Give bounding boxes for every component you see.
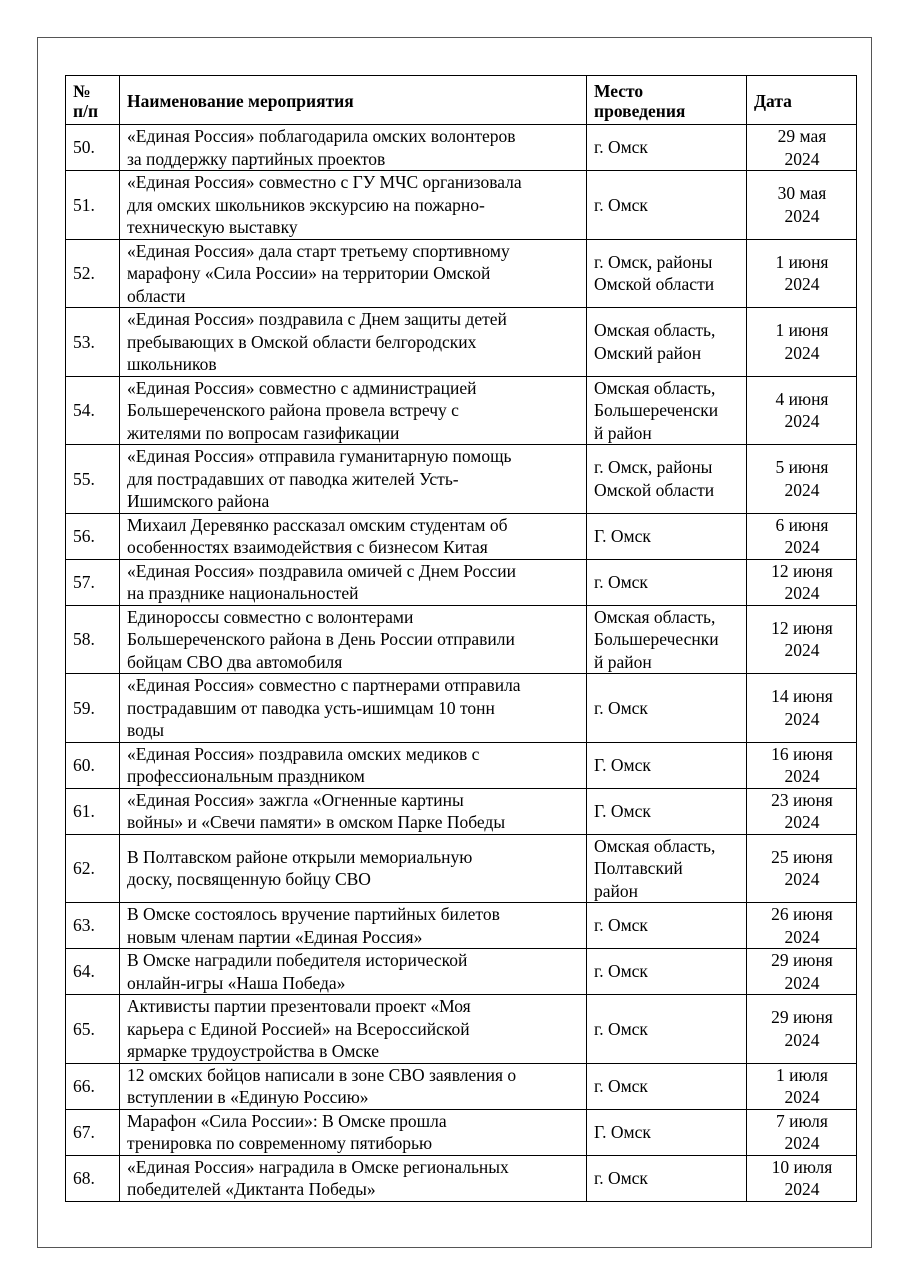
event-place: г. Омск (587, 903, 747, 949)
table-row (66, 239, 857, 308)
table-row (66, 125, 857, 171)
event-date: 1 июня 2024 (747, 239, 857, 308)
table-row (66, 1109, 857, 1155)
event-name: 12 омских бойцов написали в зоне СВО заявления о вступлении в «Единую Россию» (120, 1063, 587, 1109)
table-row (66, 788, 857, 834)
event-name: «Единая Россия» отправила гуманитарную помощь для пострадавших от паводка жителей Усть- Ишимского района (120, 445, 587, 514)
event-place: г. Омск (587, 674, 747, 743)
table-row (66, 605, 857, 674)
row-number: 56. (66, 513, 120, 559)
event-date: 7 июля 2024 (747, 1109, 857, 1155)
row-number: 65. (66, 995, 120, 1064)
event-place: Омская область, Полтавский район (587, 834, 747, 903)
event-place: г. Омск, районы Омской области (587, 239, 747, 308)
event-date: 26 июня 2024 (747, 903, 857, 949)
header-date: Дата (747, 76, 857, 125)
table-row (66, 445, 857, 514)
event-date: 30 мая 2024 (747, 171, 857, 240)
event-name: «Единая Россия» поблагодарила омских волонтеров за поддержку партийных проектов (120, 125, 587, 171)
event-name: В Омске наградили победителя исторической онлайн-игры «Наша Победа» (120, 949, 587, 995)
row-number: 53. (66, 308, 120, 377)
header-name: Наименование мероприятия (120, 76, 587, 125)
event-name: Марафон «Сила России»: В Омске прошла тренировка по современному пятиборью (120, 1109, 587, 1155)
row-number: 60. (66, 742, 120, 788)
event-name: «Единая Россия» совместно с партнерами отправила пострадавшим от паводка усть-ишимцам 10 тонн воды (120, 674, 587, 743)
table-header-row (66, 76, 857, 125)
event-place: г. Омск (587, 171, 747, 240)
event-date: 12 июня 2024 (747, 559, 857, 605)
event-place: г. Омск (587, 559, 747, 605)
event-place: г. Омск, районы Омской области (587, 445, 747, 514)
event-date: 1 июля 2024 (747, 1063, 857, 1109)
event-name: «Единая Россия» поздравила омских медиков с профессиональным праздником (120, 742, 587, 788)
event-place: Г. Омск (587, 788, 747, 834)
event-name: «Единая Россия» совместно с ГУ МЧС организовала для омских школьников экскурсию на пожарно- техническую выставку (120, 171, 587, 240)
event-place: г. Омск (587, 949, 747, 995)
event-date: 29 мая 2024 (747, 125, 857, 171)
header-num: № п/п (66, 76, 120, 125)
row-number: 61. (66, 788, 120, 834)
event-date: 14 июня 2024 (747, 674, 857, 743)
event-name: Единороссы совместно с волонтерами Большереченского района в День России отправили бойцам СВО два автомобиля (120, 605, 587, 674)
event-name: «Единая Россия» поздравила омичей с Днем России на празднике национальностей (120, 559, 587, 605)
event-date: 23 июня 2024 (747, 788, 857, 834)
table-row (66, 903, 857, 949)
event-place: Г. Омск (587, 742, 747, 788)
table-row (66, 995, 857, 1064)
event-place: г. Омск (587, 125, 747, 171)
event-name: «Единая Россия» зажгла «Огненные картины войны» и «Свечи памяти» в омском Парке Победы (120, 788, 587, 834)
event-date: 10 июля 2024 (747, 1155, 857, 1201)
table-row (66, 559, 857, 605)
event-place: Омская область, Омский район (587, 308, 747, 377)
row-number: 58. (66, 605, 120, 674)
table-row (66, 308, 857, 377)
event-name: В Полтавском районе открыли мемориальную доску, посвященную бойцу СВО (120, 834, 587, 903)
table-row (66, 834, 857, 903)
event-date: 25 июня 2024 (747, 834, 857, 903)
event-place: Г. Омск (587, 1109, 747, 1155)
event-date: 12 июня 2024 (747, 605, 857, 674)
row-number: 50. (66, 125, 120, 171)
row-number: 52. (66, 239, 120, 308)
event-name: «Единая Россия» дала старт третьему спортивному марафону «Сила России» на территории Омской области (120, 239, 587, 308)
event-name: «Единая Россия» поздравила с Днем защиты детей пребывающих в Омской области белгородских школьников (120, 308, 587, 377)
row-number: 67. (66, 1109, 120, 1155)
table-row (66, 1155, 857, 1201)
event-date: 6 июня 2024 (747, 513, 857, 559)
row-number: 51. (66, 171, 120, 240)
event-date: 29 июня 2024 (747, 995, 857, 1064)
table-row (66, 674, 857, 743)
table-row (66, 949, 857, 995)
event-name: Михаил Деревянко рассказал омским студентам об особенностях взаимодействия с бизнесом Китая (120, 513, 587, 559)
table-row (66, 376, 857, 445)
event-place: Г. Омск (587, 513, 747, 559)
row-number: 62. (66, 834, 120, 903)
table-row (66, 1063, 857, 1109)
event-place: г. Омск (587, 1063, 747, 1109)
row-number: 64. (66, 949, 120, 995)
row-number: 57. (66, 559, 120, 605)
event-date: 29 июня 2024 (747, 949, 857, 995)
event-name: «Единая Россия» совместно с администрацией Большереченского района провела встречу с жителями по вопросам газификации (120, 376, 587, 445)
row-number: 68. (66, 1155, 120, 1201)
event-place: г. Омск (587, 995, 747, 1064)
event-place: Омская область, Большереченски й район (587, 376, 747, 445)
table-row (66, 742, 857, 788)
event-date: 4 июня 2024 (747, 376, 857, 445)
event-date: 1 июня 2024 (747, 308, 857, 377)
events-table (65, 75, 857, 1202)
event-date: 16 июня 2024 (747, 742, 857, 788)
event-name: «Единая Россия» наградила в Омске региональных победителей «Диктанта Победы» (120, 1155, 587, 1201)
row-number: 59. (66, 674, 120, 743)
event-name: В Омске состоялось вручение партийных билетов новым членам партии «Единая Россия» (120, 903, 587, 949)
row-number: 66. (66, 1063, 120, 1109)
row-number: 63. (66, 903, 120, 949)
event-date: 5 июня 2024 (747, 445, 857, 514)
row-number: 55. (66, 445, 120, 514)
event-place: Омская область, Большеречеснки й район (587, 605, 747, 674)
header-place: Место проведения (587, 76, 747, 125)
table-row (66, 513, 857, 559)
row-number: 54. (66, 376, 120, 445)
table-row (66, 171, 857, 240)
event-place: г. Омск (587, 1155, 747, 1201)
event-name: Активисты партии презентовали проект «Моя карьера с Единой Россией» на Всероссийской ярмарке трудоустройства в Омске (120, 995, 587, 1064)
